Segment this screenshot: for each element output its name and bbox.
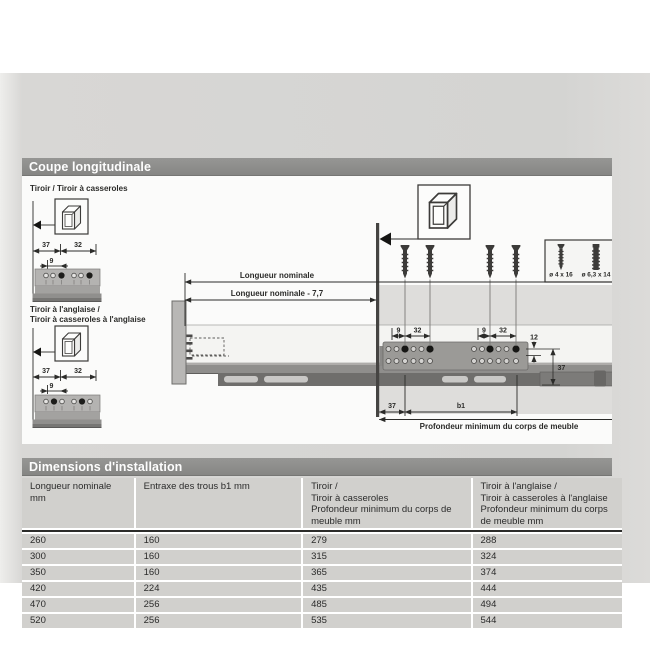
table-cell: 260 [22,534,134,549]
screw-icon [401,245,410,279]
section-header-dimensions [22,458,612,476]
header-entraxe-trous: Entraxe des trous b1 mm [136,478,301,528]
left-diagram-tiroir [30,184,128,302]
table-cell: 324 [473,550,623,565]
table-cell: 160 [136,550,301,565]
front-edge-marker-icon [380,233,419,246]
section-title: Coupe longitudinale [29,160,152,174]
table-cell: 535 [303,614,470,629]
table-cell: 444 [473,582,623,597]
table-cell: 160 [136,534,301,549]
header-line: Tiroir à casseroles [311,492,389,504]
screw-icon [512,245,521,279]
anglaise-label-line1: Tiroir à l'anglaise / [30,305,100,314]
dim-9: 9 [396,327,401,335]
table-cell: 494 [473,598,623,613]
rail-profile [33,269,102,302]
front-marker-icon [33,221,41,230]
table-cell: 279 [303,534,470,549]
table-cell: 420 [22,582,134,597]
screw-icon [426,245,435,279]
dim-37: 37 [557,365,566,372]
anglaise-label-line2: Tiroir à casseroles à l'anglaise [30,315,146,324]
table-cell: 315 [303,550,470,565]
longueur-nominale-77-label: Longueur nominale - 7,7 [230,289,324,298]
table-cell: 374 [473,566,623,581]
dim-9: 9 [482,327,486,335]
dim-37: 37 [42,242,50,249]
table-header-separator [22,530,622,532]
header-line: Tiroir à l'anglaise / [480,481,557,492]
table-header-row [22,478,622,528]
header-line: Tiroir / [311,481,338,492]
left-diagram-anglaise [30,305,146,428]
header-line: Profondeur minimum du corps de meuble mm [480,504,608,527]
header-tiroir-anglaise [473,478,623,528]
cabinet-icon [418,185,470,239]
table-cell: 544 [473,614,623,629]
dim-32: 32 [74,242,82,249]
screw-legend [545,240,612,282]
dim-9: 9 [49,258,54,265]
dim-37: 37 [42,368,50,375]
table-row [22,566,622,581]
table-cell: 256 [136,614,301,629]
table-row [22,550,622,565]
table-row [22,598,622,613]
dim-32: 32 [74,368,82,375]
header-longueur-nominale: Longueur nominale mm [22,478,134,528]
table-cell: 435 [303,582,470,597]
table-cell: 288 [473,534,623,549]
table-row [22,582,622,597]
dim-12: 12 [530,334,538,342]
header-tiroir [303,478,470,528]
table-cell: 160 [136,566,301,581]
table-row [22,534,622,549]
dim-b1: b1 [456,403,466,410]
section-header-coupe [22,158,612,176]
dim-9: 9 [49,383,54,390]
longitudinal-section-diagram [22,176,612,444]
document-page [0,73,650,626]
table-cell: 350 [22,566,134,581]
header-line: Profondeur minimum du corps de meuble mm [311,504,452,527]
table-cell: 365 [303,566,470,581]
screw-small-label: ø 4 x 16 [549,271,573,279]
rail-profile [33,395,102,428]
longueur-nominale-label: Longueur nominale [239,271,315,280]
dim-37: 37 [388,403,396,410]
mounting-rail [380,342,529,370]
front-marker-icon [33,348,41,357]
tiroir-label: Tiroir / Tiroir à casseroles [30,184,128,193]
dim-32: 32 [499,327,507,335]
dim-32: 32 [413,327,422,335]
table-cell: 256 [136,598,301,613]
installation-dimensions-table [22,478,622,628]
profondeur-label: Profondeur minimum du corps de meuble [419,422,579,431]
table-cell: 520 [22,614,134,629]
screw-icon [486,245,495,279]
diagram-panel [22,176,612,444]
section-title: Dimensions d'installation [29,460,183,474]
cabinet-front-edge [376,223,379,417]
table-cell: 470 [22,598,134,613]
drawer-front-panel [172,301,186,384]
table-row [22,614,622,629]
table-cell: 224 [136,582,301,597]
table-cell: 485 [303,598,470,613]
header-line: Tiroir à casseroles à l'anglaise [480,492,608,504]
screw-large-label: ø 6,3 x 14 [581,271,611,279]
table-cell: 300 [22,550,134,565]
